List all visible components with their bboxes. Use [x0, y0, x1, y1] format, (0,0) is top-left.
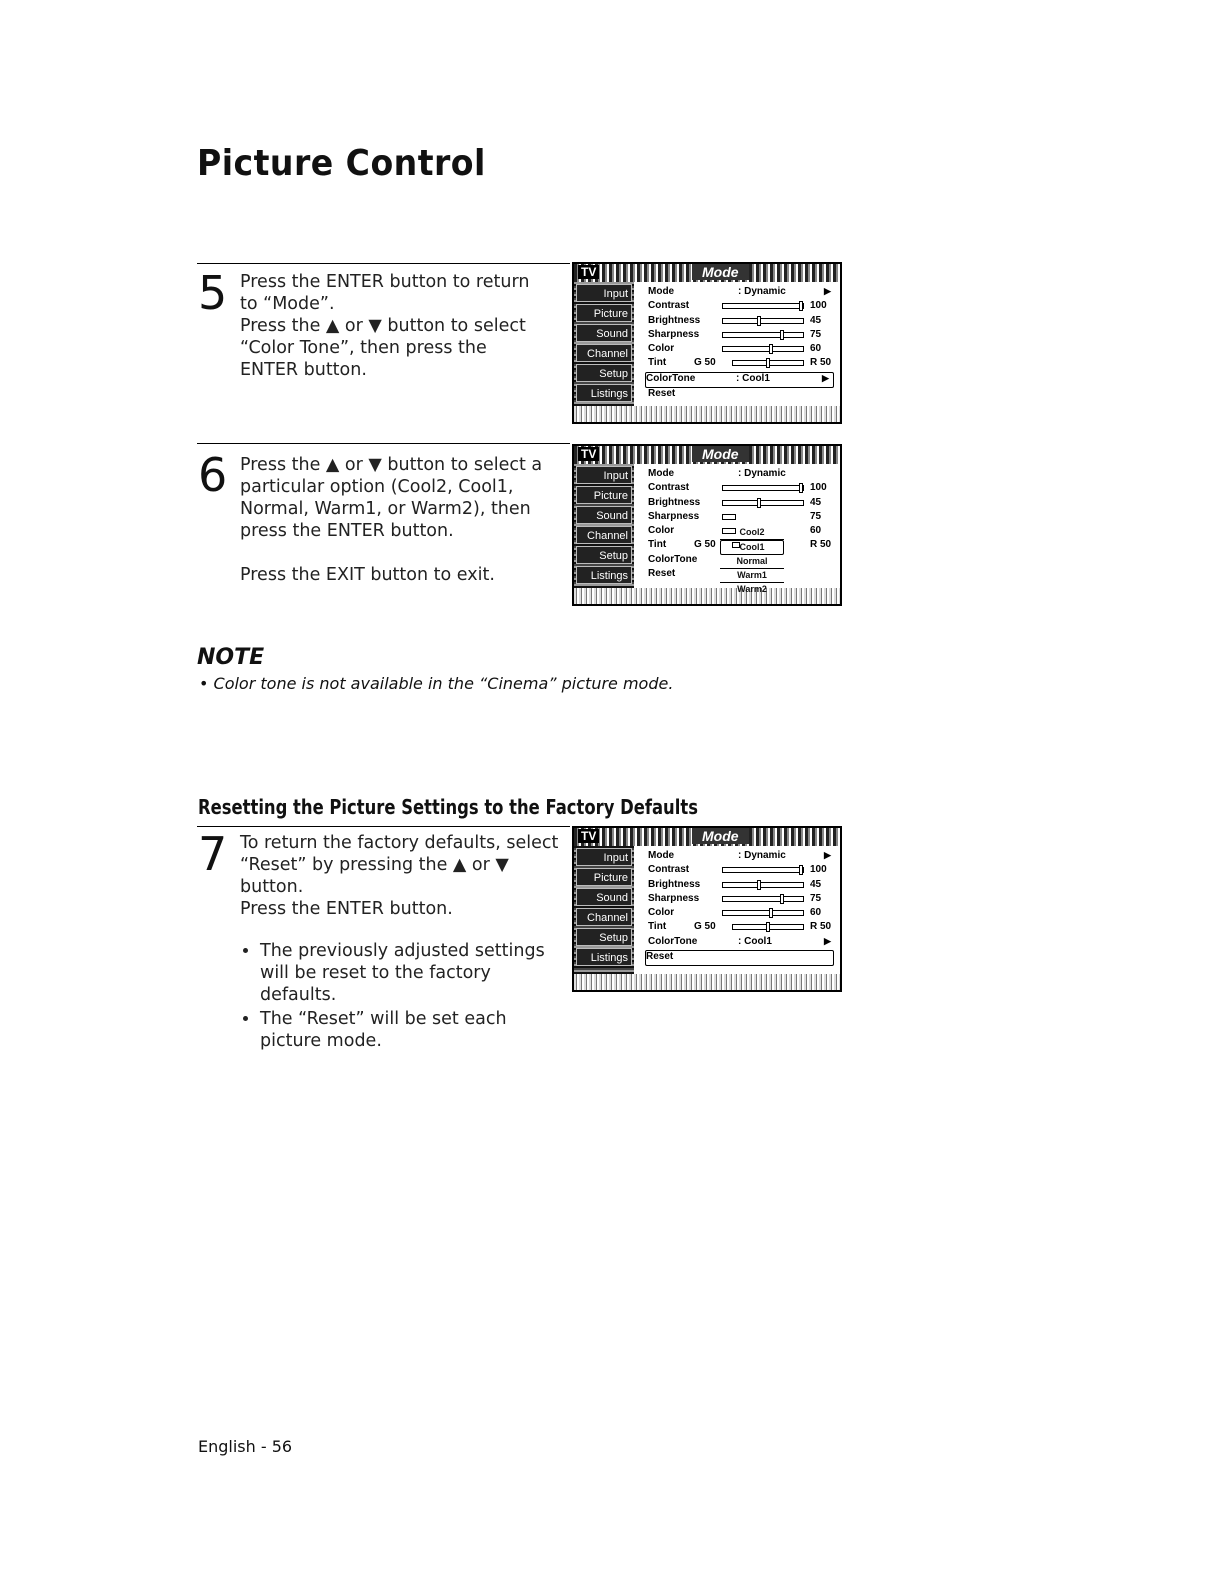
menu-item-tint[interactable]: Tint G 50 R 50 [648, 921, 832, 933]
arrow-right-icon: ▶ [824, 935, 831, 946]
menu-item-sharpness[interactable]: Sharpness 75 [648, 892, 822, 904]
step-5-line-1: Press the ENTER button to return to “Mode”. [240, 272, 530, 314]
menu-title: Mode [692, 828, 749, 844]
divider [197, 263, 570, 264]
osd-sidebar [574, 282, 634, 406]
tab-channel[interactable]: Channel [576, 344, 632, 362]
menu-item-reset[interactable]: Reset [648, 568, 676, 580]
osd-footer [574, 588, 840, 604]
step-7-bullet: • The previously adjusted settings will be reset to the factory defaults. [260, 940, 560, 1006]
menu-item-tint[interactable]: Tint G 50 R 50 [648, 539, 832, 551]
slider-knob[interactable] [757, 880, 761, 890]
menu-item-reset[interactable]: Reset [645, 950, 834, 966]
menu-item-reset[interactable]: Reset [648, 388, 676, 400]
note-title: NOTE [197, 645, 265, 670]
step-5-line-2: Press the ▲ or ▼ button to select “Color Tone”, then press the ENTER button. [240, 316, 526, 380]
step-7-bullet: • The “Reset” will be set each picture mode. [260, 1008, 560, 1052]
menu-item-tint[interactable]: Tint G 50 R 50 [648, 357, 832, 369]
slider-knob[interactable] [769, 908, 773, 918]
tab-channel[interactable]: Channel [576, 526, 632, 544]
page-footer: English - 56 [198, 1437, 293, 1456]
menu-item-brightness[interactable]: Brightness 45 [648, 314, 822, 326]
tab-picture[interactable]: Picture [576, 486, 632, 504]
tab-picture[interactable]: Picture [576, 304, 632, 322]
divider [197, 443, 570, 444]
tab-input[interactable]: Input [576, 284, 632, 302]
slider-knob[interactable] [799, 483, 803, 493]
slider-knob[interactable] [757, 316, 761, 326]
option-warm2[interactable]: Warm2 [737, 584, 767, 594]
menu-item-color-tone[interactable]: ColorTone [648, 553, 698, 565]
tab-listings[interactable]: Listings [576, 384, 632, 402]
arrow-right-icon: ▶ [824, 850, 831, 860]
menu-title: Mode [692, 264, 749, 280]
tab-listings[interactable]: Listings [576, 566, 632, 584]
osd-header [574, 446, 840, 464]
menu-item-color[interactable]: Color 60 [648, 907, 822, 919]
step-6-text [240, 454, 570, 586]
menu-item-mode[interactable]: Mode : Dynamic [648, 468, 786, 479]
menu-item-color-tone[interactable]: ColorTone : Cool1 ▶ [648, 935, 831, 947]
menu-item-contrast[interactable]: Contrast 100 [648, 300, 827, 312]
slider-knob[interactable] [799, 865, 803, 875]
tab-channel[interactable]: Channel [576, 908, 632, 926]
step-6-line-1: Press the ▲ or ▼ button to select a particular option (Cool2, Cool1, Normal, Warm1, or Warm2), then press the ENTER button. [240, 455, 543, 541]
option-warm1[interactable]: Warm1 [720, 569, 784, 583]
menu-item-contrast[interactable]: Contrast 100 [648, 482, 827, 494]
menu-item-brightness[interactable]: Brightness 45 [648, 496, 822, 508]
page-title: Picture Control [197, 143, 486, 184]
tab-input[interactable]: Input [576, 848, 632, 866]
osd-footer [574, 406, 840, 422]
divider [197, 826, 570, 827]
arrow-right-icon: ▶ [824, 286, 831, 296]
menu-item-mode[interactable]: Mode : Dynamic ▶ [648, 850, 831, 861]
osd-header [574, 828, 840, 846]
tab-sound[interactable]: Sound [576, 506, 632, 524]
option-cool2[interactable]: Cool2 [720, 526, 784, 540]
step-7-text [240, 832, 560, 1052]
menu-item-brightness[interactable]: Brightness 45 [648, 878, 822, 890]
osd-screen-1 [572, 262, 842, 424]
osd-screen-2 [572, 444, 842, 606]
slider-knob[interactable] [769, 344, 773, 354]
menu-item-contrast[interactable]: Contrast 100 [648, 864, 827, 876]
step-6-line-2: Press the EXIT button to exit. [240, 565, 495, 585]
osd-screen-3 [572, 826, 842, 992]
menu-item-color[interactable]: Color 60 [648, 343, 822, 355]
step-number: 7 [198, 827, 228, 881]
slider-knob[interactable] [766, 922, 770, 932]
step-number: 6 [198, 448, 228, 502]
tab-picture[interactable]: Picture [576, 868, 632, 886]
tab-input[interactable]: Input [576, 466, 632, 484]
arrow-right-icon: ▶ [822, 372, 829, 383]
tv-label: TV [578, 265, 599, 279]
slider-knob[interactable] [766, 358, 770, 368]
option-normal[interactable]: Normal [720, 555, 784, 569]
tab-setup[interactable]: Setup [576, 546, 632, 564]
slider-knob[interactable] [757, 498, 761, 508]
option-cool1[interactable]: Cool1 [720, 540, 784, 555]
slider-knob[interactable] [780, 894, 784, 904]
note-text: • Color tone is not available in the “Cinema” picture mode. [199, 674, 674, 693]
step-7-line-1: To return the factory defaults, select “Reset” by pressing the ▲ or ▼ button. [240, 833, 559, 897]
menu-item-color[interactable]: Color 60 [648, 525, 822, 537]
tab-sound[interactable]: Sound [576, 324, 632, 342]
tab-setup[interactable]: Setup [576, 928, 632, 946]
step-7-line-2: Press the ENTER button. [240, 899, 453, 919]
color-tone-dropdown [720, 526, 784, 596]
menu-item-sharpness[interactable]: Sharpness 75 [648, 328, 822, 340]
menu-item-color-tone[interactable]: ColorTone : Cool1 ▶ [645, 372, 834, 388]
step-number: 5 [198, 266, 228, 320]
tab-setup[interactable]: Setup [576, 364, 632, 382]
tab-sound[interactable]: Sound [576, 888, 632, 906]
tv-label: TV [578, 447, 599, 461]
tv-label: TV [578, 829, 599, 843]
section-heading: Resetting the Picture Settings to the Factory Defaults [198, 795, 698, 819]
tab-listings[interactable]: Listings [576, 948, 632, 966]
slider-knob[interactable] [780, 330, 784, 340]
menu-title: Mode [692, 446, 749, 462]
slider-knob[interactable] [799, 301, 803, 311]
step-5-text [240, 271, 540, 381]
menu-item-sharpness[interactable]: Sharpness 75 [648, 510, 822, 522]
osd-header [574, 264, 840, 282]
osd-sidebar [574, 846, 634, 974]
osd-footer [574, 974, 840, 990]
menu-item-mode[interactable]: Mode : Dynamic ▶ [648, 286, 831, 297]
osd-sidebar [574, 464, 634, 588]
